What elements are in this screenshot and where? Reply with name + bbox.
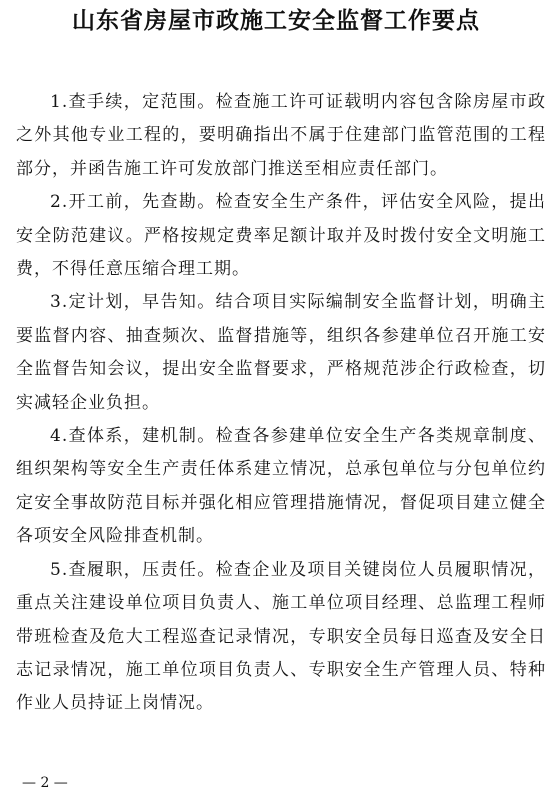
paragraph-5: 5.查履职，压责任。检查企业及项目关键岗位人员履职情况，重点关注建设单位项目负责人、施工单位项目经理、总监理工程师带班检查及危大工程巡查记录情况，专职安全员每日巡查及安全日志记录情况，施工单位项目负责人、专职安全生产管理人员、特种作业人员持证上岗情况。	[16, 559, 546, 714]
document-body	[16, 86, 546, 721]
document-title: 山东省房屋市政施工安全监督工作要点	[72, 7, 480, 34]
paragraph-4: 4.查体系，建机制。检查各参建单位安全生产各类规章制度、组织架构等安全生产责任体系建立情况，总承包单位与分包单位约定安全事故防范目标并强化相应管理措施情况，督促项目建立健全各项安全风险排查机制。	[16, 426, 546, 547]
page-number: — 2 —	[22, 775, 68, 791]
paragraph-3: 3.定计划，早告知。结合项目实际编制安全监督计划，明确主要监督内容、抽查频次、监督措施等，组织各参建单位召开施工安全监督告知会议，提出安全监督要求，严格规范涉企行政检查，切实减轻企业负担。	[16, 292, 546, 413]
paragraph-1: 1.查手续，定范围。检查施工许可证载明内容包含除房屋市政之外其他专业工程的，要明确指出不属于住建部门监管范围的工程部分，并函告施工许可发放部门推送至相应责任部门。	[16, 92, 546, 179]
paragraph-2: 2.开工前，先查勘。检查安全生产条件，评估安全风险，提出安全防范建议。严格按规定费率足额计取并及时拨付安全文明施工费，不得任意压缩合理工期。	[16, 192, 546, 280]
